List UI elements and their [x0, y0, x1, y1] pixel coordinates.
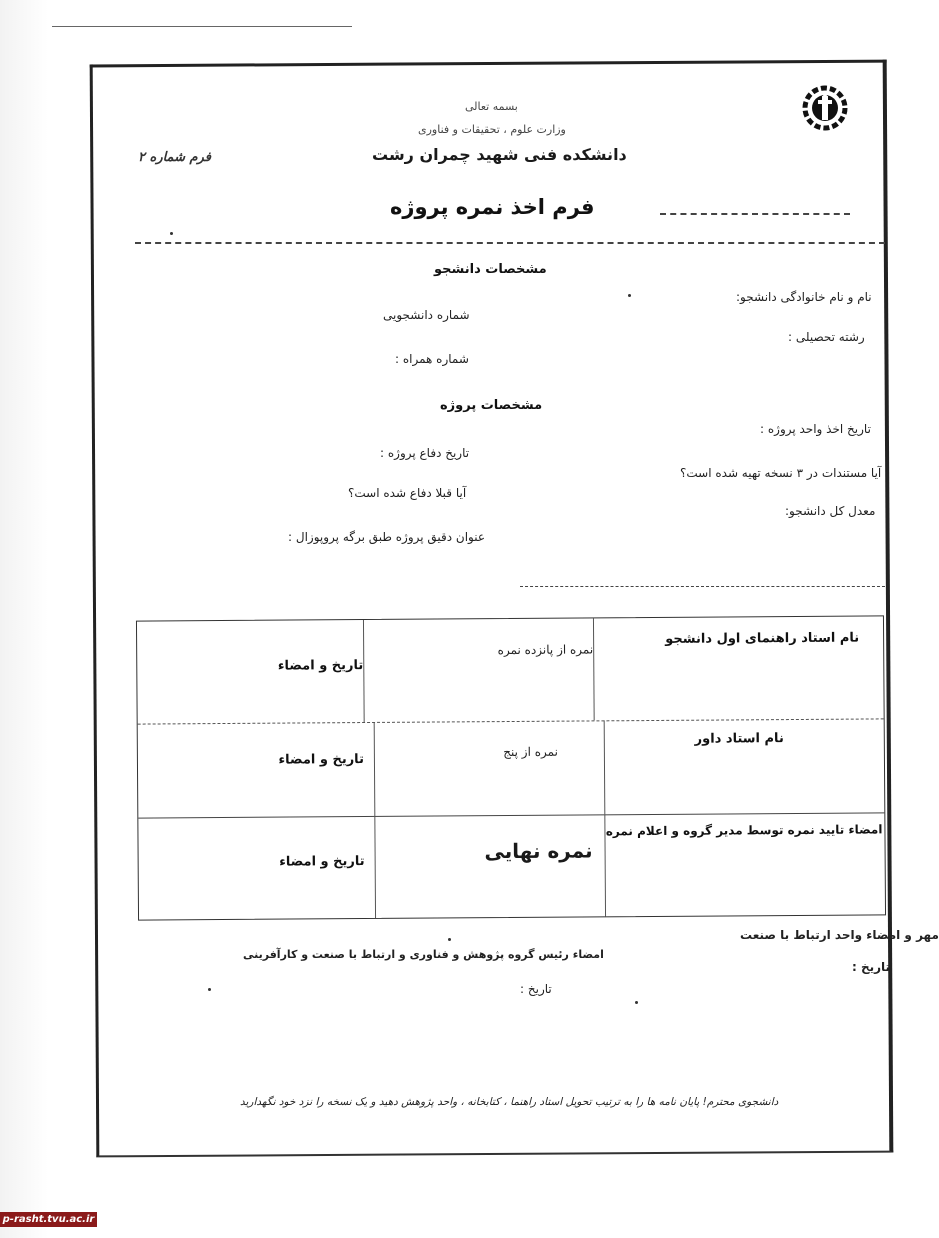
university-name: دانشکده فنی شهید چمران رشت [372, 145, 627, 164]
documents-copies-label: آیا مستندات در ۳ نسخه تهیه شده است؟ [680, 466, 882, 480]
title-underline [660, 213, 850, 215]
research-head-label: امضاء رئیس گروه پژوهش و فناوری و ارتباط با صنعت و کارآفرینی [243, 948, 604, 961]
form-number: فرم شماره ۲ [138, 150, 211, 165]
site-watermark: p-rasht.tvu.ac.ir [0, 1212, 97, 1227]
project-section-heading: مشخصات پروژه [440, 398, 543, 413]
page-title: فرم اخذ نمره پروژه [390, 195, 595, 219]
table-col-divider [593, 618, 595, 720]
table-col-divider [604, 720, 606, 814]
head-approval-label: امضاء تایید نمره توسط مدیر گروه و اعلام نمره [605, 822, 883, 839]
defense-date-label: تاریخ دفاع پروژه : [380, 446, 470, 460]
student-note: دانشجوی محترم! پایان نامه ها را به ترتیب تحویل استاد راهنما ، کتابخانه ، واحد پژوهش دهید و یک نسخه را نزد خود نگهدارید [240, 1096, 779, 1108]
advisor-sign-label: تاریخ و امضاء [277, 658, 364, 674]
referee-grade-label: نمره از پنج [503, 744, 558, 760]
referee-name-label: نام استاد داور [694, 731, 784, 747]
scan-top-line [52, 26, 352, 27]
form-border [90, 60, 894, 1158]
defended-before-label: آیا قبلا دفاع شده است؟ [348, 486, 467, 500]
student-number-label: شماره دانشجویی [383, 308, 470, 322]
student-section-heading: مشخصات دانشجو [434, 262, 547, 277]
table-row-divider [138, 812, 884, 818]
research-date-label: تاریخ : [520, 982, 552, 996]
gpa-label: معدل کل دانشجو: [785, 504, 876, 518]
scan-speck [208, 988, 211, 991]
ministry-name: وزارت علوم ، تحقیقات و فناوری [418, 123, 566, 136]
scan-speck [635, 1001, 638, 1004]
scan-speck [448, 938, 451, 941]
scan-speck [628, 294, 631, 297]
table-row-divider [138, 718, 884, 724]
table-col-divider [374, 722, 376, 816]
field-of-study-label: رشته تحصیلی : [788, 330, 865, 344]
student-name-label: نام و نام خانوادگی دانشجو: [736, 290, 872, 304]
final-sign-label: تاریخ و امضاء [279, 854, 365, 870]
mobile-label: شماره همراه : [395, 352, 469, 366]
section-divider [520, 586, 885, 587]
scan-edge-shadow [0, 0, 48, 1238]
referee-sign-label: تاریخ و امضاء [278, 752, 364, 768]
advisor-name-label: نام استاد راهنمای اول دانشجو [665, 630, 860, 647]
table-col-divider [374, 816, 376, 918]
project-date-taken-label: تاریخ اخذ واحد پروژه : [760, 422, 871, 436]
scan-speck [170, 232, 173, 235]
advisor-grade-label: نمره از پانزده نمره [497, 642, 594, 658]
project-title-label: عنوان دقیق پروژه طبق برگه پروپوزال : [288, 530, 486, 544]
industry-unit-label: مهر و امضاء واحد ارتباط با صنعت [740, 928, 939, 942]
grades-table [136, 615, 886, 920]
industry-date-label: تاریخ : [852, 960, 891, 974]
header-divider [135, 242, 885, 244]
university-logo-icon [802, 82, 848, 134]
final-grade-label: نمره نهایی [484, 838, 593, 864]
bismillah: بسمه تعالی [465, 100, 518, 113]
